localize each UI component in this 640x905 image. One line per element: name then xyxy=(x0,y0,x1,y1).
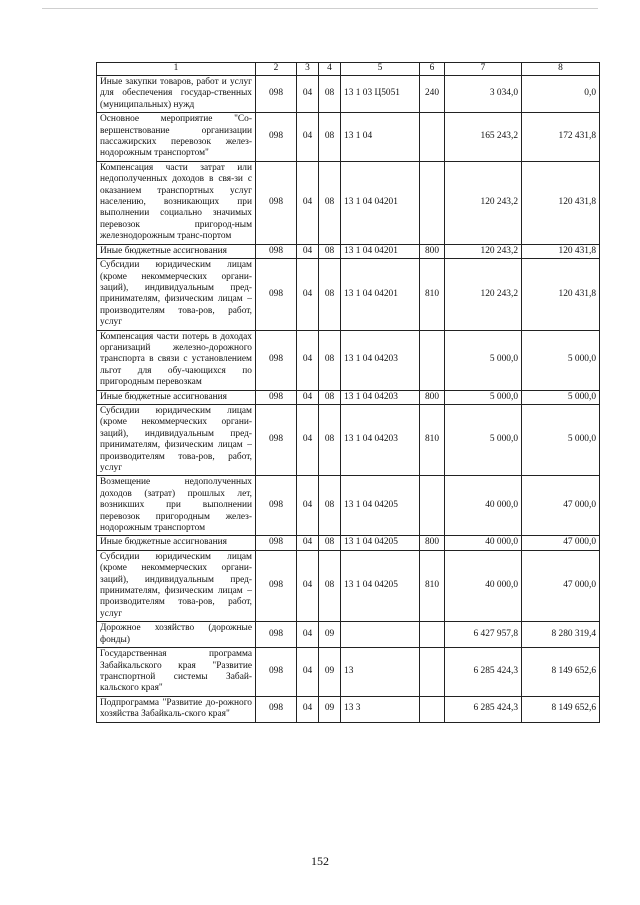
table-body xyxy=(97,63,600,723)
section-cell: 04 xyxy=(297,404,319,475)
target-article-cell: 13 1 04 04203 xyxy=(341,330,420,390)
subsection-cell: 09 xyxy=(319,622,341,648)
header-cell: 3 xyxy=(297,63,319,76)
target-article-cell: 13 1 04 04201 xyxy=(341,259,420,330)
table-row xyxy=(97,648,600,697)
subsection-cell: 08 xyxy=(319,113,341,162)
row-name-cell: Иные бюджетные ассигнования xyxy=(97,390,256,404)
amount-year2-cell: 47 000,0 xyxy=(522,550,600,621)
section-cell: 04 xyxy=(297,648,319,697)
amount-year1-cell: 120 243,2 xyxy=(445,161,522,244)
row-name-cell: Иные закупки товаров, работ и услуг для обеспечения государ-ственных (муниципальных) нужд xyxy=(97,76,256,113)
expense-type-cell: 810 xyxy=(420,259,445,330)
expense-type-cell xyxy=(420,161,445,244)
row-name-cell: Субсидии юридическим лицам (кроме некоммерческих органи-заций), индивидуальным пред-принимателям, физическим лицам – производителям това-ров, работ, услуг xyxy=(97,550,256,621)
target-article-cell: 13 1 04 04205 xyxy=(341,550,420,621)
subsection-cell: 08 xyxy=(319,390,341,404)
table-row xyxy=(97,244,600,258)
section-cell: 04 xyxy=(297,390,319,404)
expense-type-cell xyxy=(420,330,445,390)
table-row xyxy=(97,536,600,550)
amount-year2-cell: 0,0 xyxy=(522,76,600,113)
target-article-cell: 13 xyxy=(341,648,420,697)
header-cell: 7 xyxy=(445,63,522,76)
amount-year2-cell: 5 000,0 xyxy=(522,404,600,475)
subsection-cell: 09 xyxy=(319,648,341,697)
amount-year2-cell: 8 149 652,6 xyxy=(522,648,600,697)
amount-year2-cell: 120 431,8 xyxy=(522,259,600,330)
target-article-cell: 13 1 04 04201 xyxy=(341,161,420,244)
gov-code-cell: 098 xyxy=(256,404,297,475)
header-cell: 5 xyxy=(341,63,420,76)
section-cell: 04 xyxy=(297,161,319,244)
table-row xyxy=(97,113,600,162)
page-number: 152 xyxy=(311,854,329,868)
amount-year2-cell: 5 000,0 xyxy=(522,390,600,404)
table-row xyxy=(97,330,600,390)
gov-code-cell: 098 xyxy=(256,550,297,621)
expense-type-cell: 810 xyxy=(420,550,445,621)
gov-code-cell: 098 xyxy=(256,244,297,258)
amount-year2-cell: 8 149 652,6 xyxy=(522,696,600,722)
amount-year2-cell: 120 431,8 xyxy=(522,161,600,244)
expense-type-cell: 800 xyxy=(420,390,445,404)
target-article-cell: 13 1 03 Ц5051 xyxy=(341,76,420,113)
row-name-cell: Основное мероприятие "Со-вершенствование организации пассажирских перевозок желез-нодорожным транспортом" xyxy=(97,113,256,162)
amount-year2-cell: 120 431,8 xyxy=(522,244,600,258)
subsection-cell: 08 xyxy=(319,550,341,621)
table-row xyxy=(97,696,600,722)
row-name-cell: Субсидии юридическим лицам (кроме некоммерческих органи-заций), индивидуальным пред-принимателям, физическим лицам – производителям това-ров, работ, услуг xyxy=(97,404,256,475)
section-cell: 04 xyxy=(297,330,319,390)
table-row xyxy=(97,622,600,648)
amount-year1-cell: 3 034,0 xyxy=(445,76,522,113)
header-cell: 6 xyxy=(420,63,445,76)
amount-year2-cell: 5 000,0 xyxy=(522,330,600,390)
section-cell: 04 xyxy=(297,244,319,258)
amount-year2-cell: 47 000,0 xyxy=(522,536,600,550)
amount-year2-cell: 8 280 319,4 xyxy=(522,622,600,648)
subsection-cell: 08 xyxy=(319,330,341,390)
amount-year2-cell: 47 000,0 xyxy=(522,476,600,536)
target-article-cell: 13 1 04 04205 xyxy=(341,536,420,550)
table-header-row xyxy=(97,63,600,76)
expense-type-cell xyxy=(420,648,445,697)
section-cell: 04 xyxy=(297,536,319,550)
gov-code-cell: 098 xyxy=(256,696,297,722)
gov-code-cell: 098 xyxy=(256,259,297,330)
gov-code-cell: 098 xyxy=(256,330,297,390)
expense-type-cell xyxy=(420,113,445,162)
expense-type-cell xyxy=(420,622,445,648)
table-row xyxy=(97,259,600,330)
amount-year1-cell: 6 427 957,8 xyxy=(445,622,522,648)
section-cell: 04 xyxy=(297,259,319,330)
target-article-cell: 13 3 xyxy=(341,696,420,722)
amount-year1-cell: 120 243,2 xyxy=(445,244,522,258)
amount-year1-cell: 5 000,0 xyxy=(445,404,522,475)
header-cell: 8 xyxy=(522,63,600,76)
subsection-cell: 08 xyxy=(319,259,341,330)
expense-type-cell xyxy=(420,476,445,536)
expense-type-cell: 810 xyxy=(420,404,445,475)
gov-code-cell: 098 xyxy=(256,76,297,113)
gov-code-cell: 098 xyxy=(256,390,297,404)
expense-type-cell xyxy=(420,696,445,722)
amount-year1-cell: 5 000,0 xyxy=(445,390,522,404)
row-name-cell: Подпрограмма "Развитие до-рожного хозяйства Забайкаль-ского края" xyxy=(97,696,256,722)
subsection-cell: 08 xyxy=(319,244,341,258)
row-name-cell: Компенсация части затрат или недополученных доходов в свя-зи с оказанием транспортных услуг населению, возникающих при выполнении социально значимых перевозок пригород-ным железнодорожным транс-портом xyxy=(97,161,256,244)
amount-year1-cell: 40 000,0 xyxy=(445,550,522,621)
gov-code-cell: 098 xyxy=(256,476,297,536)
row-name-cell: Возмещение недополученных доходов (затрат) прошлых лет, возникших при выполнении перевозок пригородным желез-нодорожным транспортом xyxy=(97,476,256,536)
amount-year1-cell: 40 000,0 xyxy=(445,476,522,536)
target-article-cell: 13 1 04 04203 xyxy=(341,404,420,475)
target-article-cell xyxy=(341,622,420,648)
expense-type-cell: 800 xyxy=(420,244,445,258)
row-name-cell: Иные бюджетные ассигнования xyxy=(97,536,256,550)
header-cell: 4 xyxy=(319,63,341,76)
subsection-cell: 08 xyxy=(319,476,341,536)
section-cell: 04 xyxy=(297,696,319,722)
subsection-cell: 08 xyxy=(319,76,341,113)
gov-code-cell: 098 xyxy=(256,536,297,550)
table-row xyxy=(97,476,600,536)
gov-code-cell: 098 xyxy=(256,113,297,162)
section-cell: 04 xyxy=(297,476,319,536)
subsection-cell: 09 xyxy=(319,696,341,722)
table-row xyxy=(97,550,600,621)
amount-year1-cell: 120 243,2 xyxy=(445,259,522,330)
section-cell: 04 xyxy=(297,550,319,621)
target-article-cell: 13 1 04 04203 xyxy=(341,390,420,404)
amount-year2-cell: 172 431,8 xyxy=(522,113,600,162)
amount-year1-cell: 5 000,0 xyxy=(445,330,522,390)
target-article-cell: 13 1 04 04201 xyxy=(341,244,420,258)
target-article-cell: 13 1 04 xyxy=(341,113,420,162)
amount-year1-cell: 165 243,2 xyxy=(445,113,522,162)
table-row xyxy=(97,76,600,113)
table-row xyxy=(97,404,600,475)
table-row xyxy=(97,161,600,244)
header-cell: 2 xyxy=(256,63,297,76)
subsection-cell: 08 xyxy=(319,404,341,475)
expense-type-cell: 240 xyxy=(420,76,445,113)
row-name-cell: Дорожное хозяйство (дорожные фонды) xyxy=(97,622,256,648)
amount-year1-cell: 6 285 424,3 xyxy=(445,648,522,697)
expense-type-cell: 800 xyxy=(420,536,445,550)
top-rule xyxy=(42,8,598,9)
header-cell: 1 xyxy=(97,63,256,76)
section-cell: 04 xyxy=(297,76,319,113)
row-name-cell: Иные бюджетные ассигнования xyxy=(97,244,256,258)
table-row xyxy=(97,390,600,404)
gov-code-cell: 098 xyxy=(256,161,297,244)
gov-code-cell: 098 xyxy=(256,648,297,697)
subsection-cell: 08 xyxy=(319,536,341,550)
row-name-cell: Компенсация части потерь в доходах организаций железно-дорожного транспорта в связи с установлением льгот для обу-чающихся по пригородным перевозкам xyxy=(97,330,256,390)
row-name-cell: Субсидии юридическим лицам (кроме некоммерческих органи-заций), индивидуальным пред-принимателям, физическим лицам – производителям това-ров, работ, услуг xyxy=(97,259,256,330)
section-cell: 04 xyxy=(297,113,319,162)
section-cell: 04 xyxy=(297,622,319,648)
amount-year1-cell: 6 285 424,3 xyxy=(445,696,522,722)
row-name-cell: Государственная программа Забайкальского края "Развитие транспортной системы Забай-кальского края" xyxy=(97,648,256,697)
target-article-cell: 13 1 04 04205 xyxy=(341,476,420,536)
amount-year1-cell: 40 000,0 xyxy=(445,536,522,550)
subsection-cell: 08 xyxy=(319,161,341,244)
budget-table xyxy=(96,62,600,723)
gov-code-cell: 098 xyxy=(256,622,297,648)
